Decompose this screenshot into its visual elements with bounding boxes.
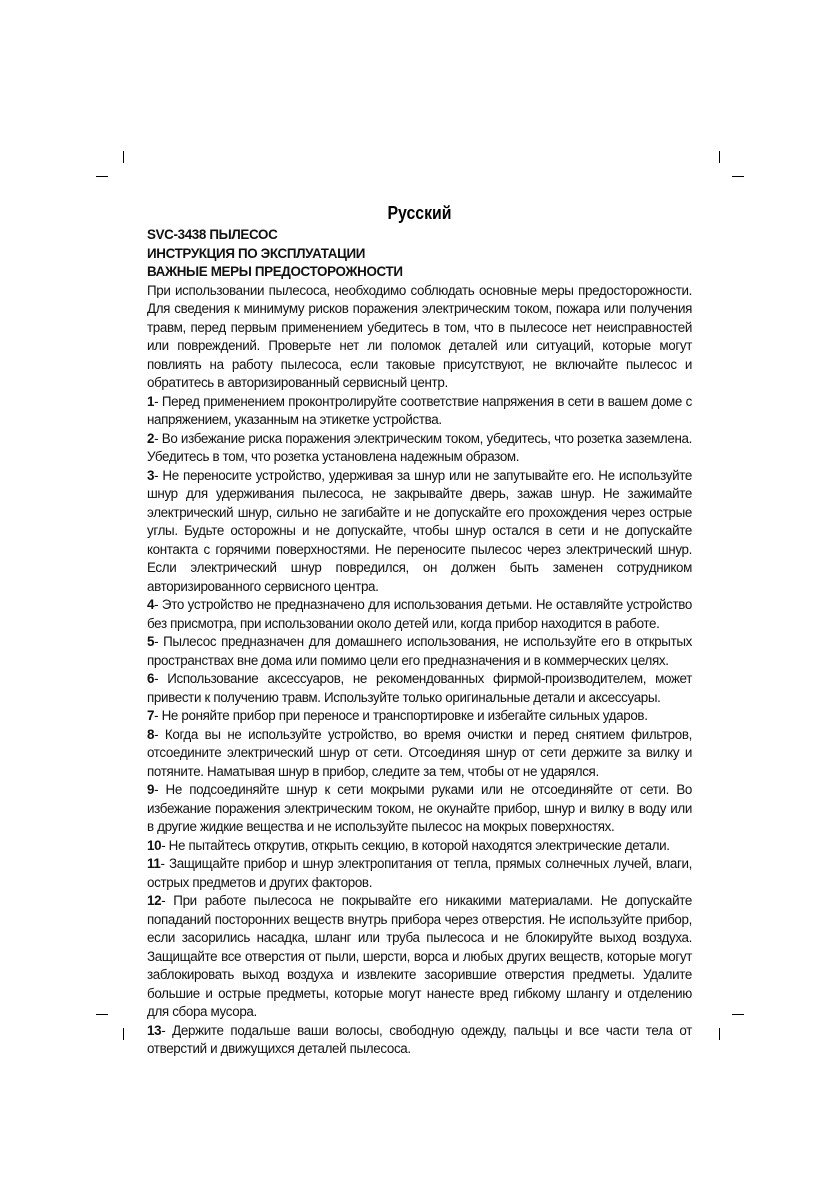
crop-mark-top-right-horizontal	[732, 176, 744, 177]
safety-item-2	[147, 430, 692, 467]
safety-item-7	[147, 707, 692, 726]
item-text: - Когда вы не используйте устройство, во время очистки и перед снятием фильтров, отсоедините электрический шнур от сети. Отсоединяя шнур от сети держите за вилку и потяните. Наматывая шнур в прибор, следите за тем, чтобы от не ударялся.	[147, 726, 692, 779]
crop-mark-top-left-vertical	[123, 151, 124, 163]
item-text: - Держите подальше ваши волосы, свободную одежду, пальцы и все части тела от отверстий и движущихся деталей пылесоса.	[147, 1022, 692, 1056]
safety-item-3	[147, 467, 692, 597]
crop-mark-bottom-left-horizontal	[96, 1014, 108, 1015]
crop-mark-bottom-left-vertical	[123, 1028, 124, 1040]
crop-mark-bottom-right-horizontal	[732, 1014, 744, 1015]
item-text: - Защищайте прибор и шнур электропитания от тепла, прямых солнечных лучей, влаги, острых предметов и других факторов.	[147, 856, 692, 890]
item-number: 5	[147, 634, 155, 649]
safety-item-11	[147, 855, 692, 892]
item-number: 10	[147, 837, 162, 853]
safety-item-1	[147, 393, 692, 430]
item-text: - При работе пылесоса не покрывайте его никакими материалами. Не допускайте попаданий посторонних веществ внутрь прибора через отверстия. Не используйте прибор, если засорились насадка, шланг или труба пылесоса и не блокируйте выход воздуха. Защищайте все отверстия от пыли, шерсти, ворса и любых других веществ, которые могут заблокировать выход воздуха и извлеките засорившие отверстия предметы. Удалите большие и острые предметы, которые могут нанесте вред гибкому шлангу и отделению для сбора мусора.	[147, 893, 692, 1019]
crop-mark-top-right-vertical	[719, 151, 720, 163]
item-number: 8	[147, 726, 155, 742]
item-text: - Во избежание риска поражения электрическим током, убедитесь, что розетка заземлена. Убедитесь в том, что розетка установлена надежным образом.	[147, 430, 692, 464]
item-number: 4	[147, 597, 155, 612]
safety-item-13	[147, 1022, 692, 1059]
item-number: 9	[147, 782, 155, 797]
safety-item-4	[147, 596, 692, 633]
intro-paragraph: При использовании пылесоса, необходимо соблюдать основные меры предосторожности. Для сведения к минимуму рисков поражения электрическим током, пожара или получения травм, перед первым применением убедитесь в том, что в пылесосе нет неисправностей или повреждений. Проверьте нет ли поломок деталей или ситуаций, которые могут повлиять на работу пылесоса, если таковые присутствуют, не включайте пылесос и обратитесь в авторизированный сервисный центр.	[147, 282, 692, 390]
safety-item-12	[147, 892, 692, 1022]
model-heading: SVC-3438 ПЫЛЕСОС	[147, 227, 278, 242]
item-text: - Перед применением проконтролируйте соответствие напряжения в сети в вашем доме с напряжением, указанным на этикетке устройства.	[147, 393, 692, 427]
safety-item-5	[147, 633, 692, 670]
item-number: 13	[147, 1022, 162, 1038]
item-text: - Это устройство не предназначено для использования детьми. Не оставляйте устройство без присмотра, при использовании около детей или, когда прибор находится в работе.	[147, 597, 692, 631]
section-heading: ВАЖНЫЕ МЕРЫ ПРЕДОСТОРОЖНОСТИ	[147, 264, 403, 279]
crop-mark-top-left-horizontal	[96, 176, 108, 177]
item-text: - Использование аксессуаров, не рекомендованных фирмой-производителем, может привести к получению травм. Используйте только оригинальные детали и аксессуары.	[147, 671, 692, 705]
safety-item-8	[147, 726, 692, 782]
crop-mark-bottom-right-vertical	[719, 1028, 720, 1040]
item-text: - Не роняйте прибор при переносе и транспортировке и избегайте сильных ударов.	[154, 708, 648, 723]
item-number: 2	[147, 430, 155, 446]
item-number: 7	[147, 708, 155, 723]
instructions-body	[147, 226, 692, 1059]
safety-item-6	[147, 670, 692, 707]
item-number: 6	[147, 671, 155, 686]
item-number: 1	[147, 393, 155, 409]
item-number: 12	[147, 893, 162, 908]
item-text: - Не подсоединяйте шнур к сети мокрыми руками или не отсоединяйте от сети. Во избежание поражения электрическим током, не окунайте прибор, шнур и вилку в воду или в другие жидкие вещества и не используйте пылесос на мокрых поверхностях.	[147, 782, 692, 834]
item-number: 11	[147, 856, 161, 871]
item-text: - Не переносите устройство, удерживая за шнур или не запутывайте его. Не используйте шнур для удерживания пылесоса, не закрывайте дверь, зажав шнур. Не зажимайте электрический шнур, сильно не загибайте и не допускайте его прохождения через острые углы. Будьте осторожны и не допускайте, чтобы шнур остался в сети и не допускайте контакта с горячими поверхностями. Не переносите пылесос через электрический шнур. Если электрический шнур повредился, он должен быть заменен сотрудником авторизированного сервисного центра.	[147, 467, 692, 594]
language-title: Русский	[387, 203, 452, 223]
safety-item-10	[147, 837, 692, 856]
item-text: - Пылесос предназначен для домашнего использования, не используйте его в открытых пространствах вне дома или помимо цели его предназначения и в коммерческих целях.	[147, 634, 692, 668]
item-text: - Не пытайтесь открутив, открыть секцию, в которой находятся электрические детали.	[161, 837, 670, 853]
manual-heading: ИНСТРУКЦИЯ ПО ЭКСПЛУАТАЦИИ	[147, 245, 366, 261]
item-number: 3	[147, 467, 155, 483]
safety-item-9	[147, 781, 692, 837]
